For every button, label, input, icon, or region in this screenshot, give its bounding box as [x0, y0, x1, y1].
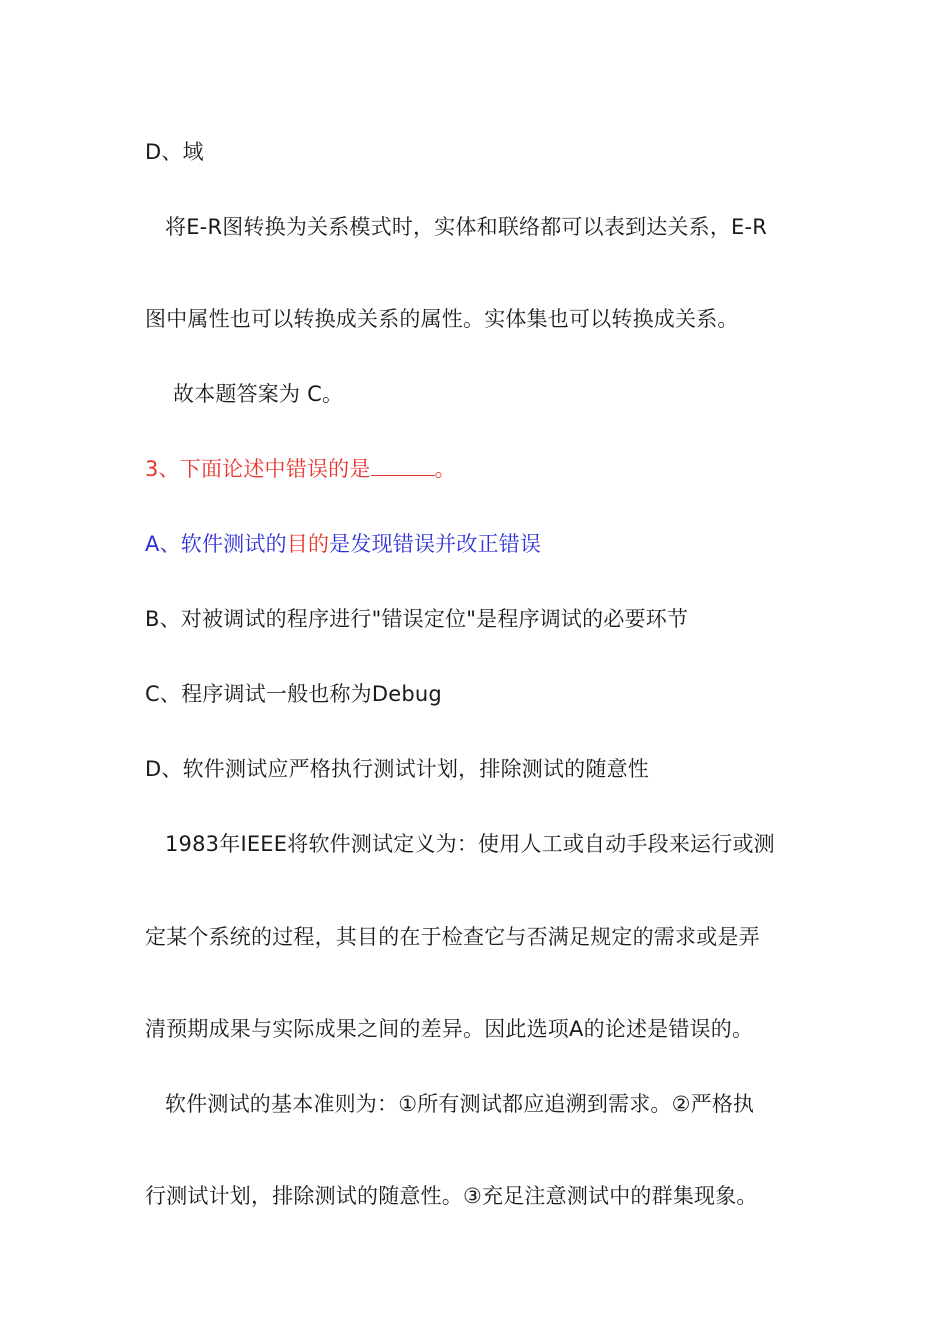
option-b: B、对被调试的程序进行"错误定位"是程序调试的必要环节	[145, 607, 689, 631]
question-3-text: 3、下面论述中错误的是	[145, 457, 371, 481]
option-a	[145, 530, 805, 558]
question-3	[145, 455, 805, 483]
answer-blank	[371, 455, 435, 476]
option-a-highlight: 目的	[286, 532, 330, 556]
answer-line: 故本题答案为 C。	[173, 382, 344, 406]
explanation-3-line-1: 1983年IEEE将软件测试定义为：使用人工或自动手段来运行或测	[165, 832, 775, 856]
option-d-domain: D、域	[145, 140, 204, 164]
explanation-line-1: 将E-R图转换为关系模式时，实体和联络都可以表到达关系，E-R	[165, 215, 768, 239]
question-3-end: 。	[434, 457, 456, 481]
explanation-line-2: 图中属性也可以转换成关系的属性。实体集也可以转换成关系。	[145, 307, 739, 331]
explanation-3-line-2: 定某个系统的过程，其目的在于检查它与否满足规定的需求或是弄	[145, 925, 760, 949]
option-c: C、程序调试一般也称为Debug	[145, 682, 442, 706]
principles-line-2: 行测试计划，排除测试的随意性。③充足注意测试中的群集现象。	[145, 1184, 758, 1208]
option-a-part-3: 是发现错误并改正错误	[329, 532, 542, 556]
principles-line-1: 软件测试的基本准则为：①所有测试都应追溯到需求。②严格执	[165, 1092, 755, 1116]
option-a-part-1: A、软件测试的	[145, 532, 287, 556]
explanation-3-line-3: 清预期成果与实际成果之间的差异。因此选项A的论述是错误的。	[145, 1017, 754, 1041]
option-d: D、软件测试应严格执行测试计划，排除测试的随意性	[145, 757, 649, 781]
